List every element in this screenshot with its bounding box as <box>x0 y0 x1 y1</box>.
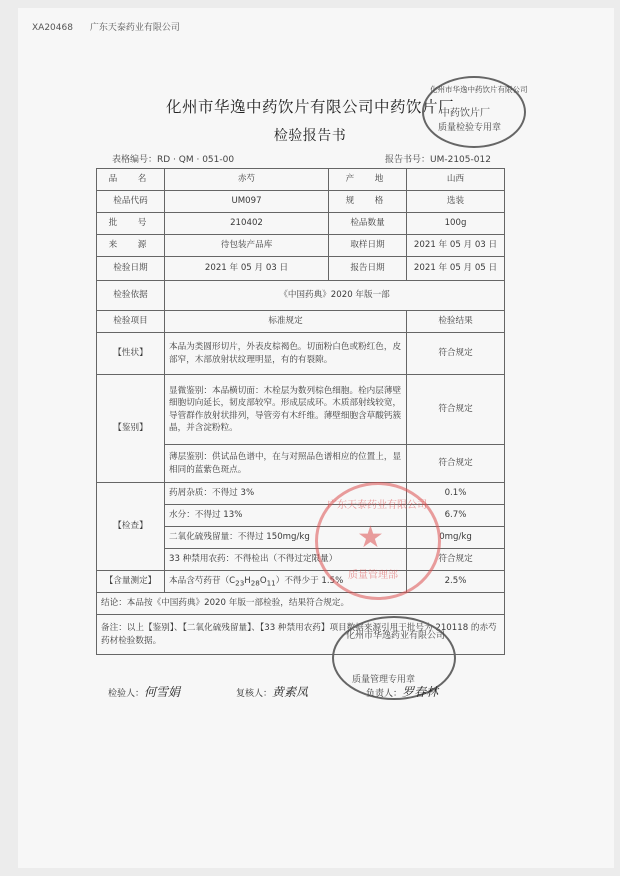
identify-tlc-result: 符合规定 <box>407 445 505 483</box>
identify-micro: 显微鉴别：本品横切面：木栓层为数列棕色细胞。栓内层薄壁细胞切向延长，韧皮部较窄。形成层成环。木质部射线较宽，导管群作放射状排列，导管旁有木纤维。薄壁细胞含草酸钙簇晶，并含淀粉粒。 <box>165 375 407 445</box>
check-pesticide: 33 种禁用农药：不得检出（不得过定限量） <box>165 549 407 571</box>
product-label: 品 名 <box>97 169 165 191</box>
seal-star-icon: ★ <box>357 520 384 555</box>
remark: 备注：以上【鉴别】、【二氧化硫残留量】、【33 种禁用农药】项目数据来源引用于批号为 210118 的赤芍药材检验数据。 <box>97 615 505 655</box>
table-row <box>97 311 505 333</box>
table-row <box>97 169 505 191</box>
manager-label: 负责人： <box>366 689 403 699</box>
item-header: 检验项目 <box>97 311 165 333</box>
assay-sub-c: 23 <box>235 578 245 588</box>
reviewer-sign: 黄素凤 <box>272 685 309 699</box>
origin-value: 山西 <box>407 169 505 191</box>
check-label: 【检查】 <box>97 483 165 571</box>
check-so2: 二氧化硫残留量：不得过 150mg/kg <box>165 527 407 549</box>
inspector-label: 检验人： <box>108 689 145 699</box>
red-seal-line1: 广东天泰药业有限公司 <box>327 500 427 511</box>
fax-header <box>32 20 194 33</box>
manager-sign: 罗春林 <box>402 685 439 699</box>
header-company: 广东天泰药业有限公司 <box>89 23 180 33</box>
assay-sub-o: 11 <box>266 578 276 588</box>
standard-header: 标准规定 <box>165 311 407 333</box>
check-pesticide-result: 符合规定 <box>407 549 505 571</box>
check-water: 水分：不得过 13% <box>165 505 407 527</box>
inspect-date-value: 2021 年 05 月 03 日 <box>165 257 329 281</box>
assay-sub-h: 28 <box>250 578 260 588</box>
conclusion: 结论：本品按《中国药典》2020 年版一部检验，结果符合规定。 <box>97 593 505 615</box>
seal-top-line3: 质量检验专用章 <box>438 123 502 133</box>
assay-text-pre: 本品含芍药苷（C <box>169 575 236 586</box>
assay-text-h: H <box>244 575 251 586</box>
batch-value: 210402 <box>165 213 329 235</box>
spec-label: 规 格 <box>329 191 407 213</box>
form-number: 表格编号：RD · QM · 051-00 <box>112 155 235 165</box>
header-code: XA20468 <box>32 23 73 33</box>
code-label: 检品代码 <box>97 191 165 213</box>
spec-value: 选装 <box>407 191 505 213</box>
reviewer-signature <box>236 683 308 700</box>
inspect-date-label: 检验日期 <box>97 257 165 281</box>
table-row <box>97 235 505 257</box>
table-row <box>97 213 505 235</box>
assay-label: 【含量测定】 <box>97 571 165 593</box>
reviewer-label: 复核人： <box>236 689 273 699</box>
manager-signature <box>366 683 438 700</box>
qty-value: 100g <box>407 213 505 235</box>
assay-result: 2.5% <box>407 571 505 593</box>
product-value: 赤芍 <box>165 169 329 191</box>
seal-bottom-line2: 质量管理专用章 <box>352 675 416 685</box>
check-water-result: 6.7% <box>407 505 505 527</box>
basis-value: 《中国药典》2020 年版一部 <box>165 281 505 311</box>
red-seal-line2: 质量管理部 <box>348 570 398 581</box>
assay-text-post: ）不得少于 1.5% <box>275 575 344 586</box>
sample-date-label: 取样日期 <box>329 235 407 257</box>
traits-label: 【性状】 <box>97 333 165 375</box>
report-title: 检验报告书 <box>273 128 347 144</box>
table-row <box>97 483 505 505</box>
identify-tlc: 薄层鉴别：供试品色谱中，在与对照品色谱相应的位置上，显相同的蓝紫色斑点。 <box>165 445 407 483</box>
batch-label: 批 号 <box>97 213 165 235</box>
result-header: 检验结果 <box>407 311 505 333</box>
assay-text-o: O <box>259 575 267 586</box>
table-row <box>97 191 505 213</box>
table-row <box>97 593 505 615</box>
traits-result: 符合规定 <box>407 333 505 375</box>
inspector-signature <box>108 683 180 700</box>
source-value: 待包装产品库 <box>165 235 329 257</box>
check-so2-result: 0mg/kg <box>407 527 505 549</box>
check-impurity: 药屑杂质：不得过 3% <box>165 483 407 505</box>
table-row <box>97 571 505 593</box>
qty-label: 检品数量 <box>329 213 407 235</box>
basis-label: 检验依据 <box>97 281 165 311</box>
table-row <box>97 333 505 375</box>
inspector-sign: 何雪娟 <box>144 685 181 699</box>
seal-top-line2: 中药饮片厂 <box>440 108 490 119</box>
source-label: 来 源 <box>97 235 165 257</box>
seal-bottom-line1: 化州市华逸药业有限公司 <box>346 631 446 641</box>
table-row <box>97 281 505 311</box>
check-impurity-result: 0.1% <box>407 483 505 505</box>
report-date-label: 报告日期 <box>329 257 407 281</box>
seal-top-line1: 化州市华逸中药饮片有限公司 <box>430 85 528 94</box>
identify-micro-result: 符合规定 <box>407 375 505 445</box>
table-row <box>97 375 505 445</box>
code-value: UM097 <box>165 191 329 213</box>
sample-date-value: 2021 年 05 月 03 日 <box>407 235 505 257</box>
report-number: 报告书号：UM-2105-012 <box>385 155 491 165</box>
inspection-table <box>96 168 505 655</box>
company-title: 化州市华逸中药饮片有限公司中药饮片厂 <box>165 98 454 116</box>
report-date-value: 2021 年 05 月 05 日 <box>407 257 505 281</box>
origin-label: 产 地 <box>329 169 407 191</box>
table-row <box>97 257 505 281</box>
identify-label: 【鉴别】 <box>97 375 165 483</box>
traits-text: 本品为类圆形切片，外表皮棕褐色。切面粉白色或粉红色，皮部窄，木部放射状纹理明显，有的有裂隙。 <box>165 333 407 375</box>
